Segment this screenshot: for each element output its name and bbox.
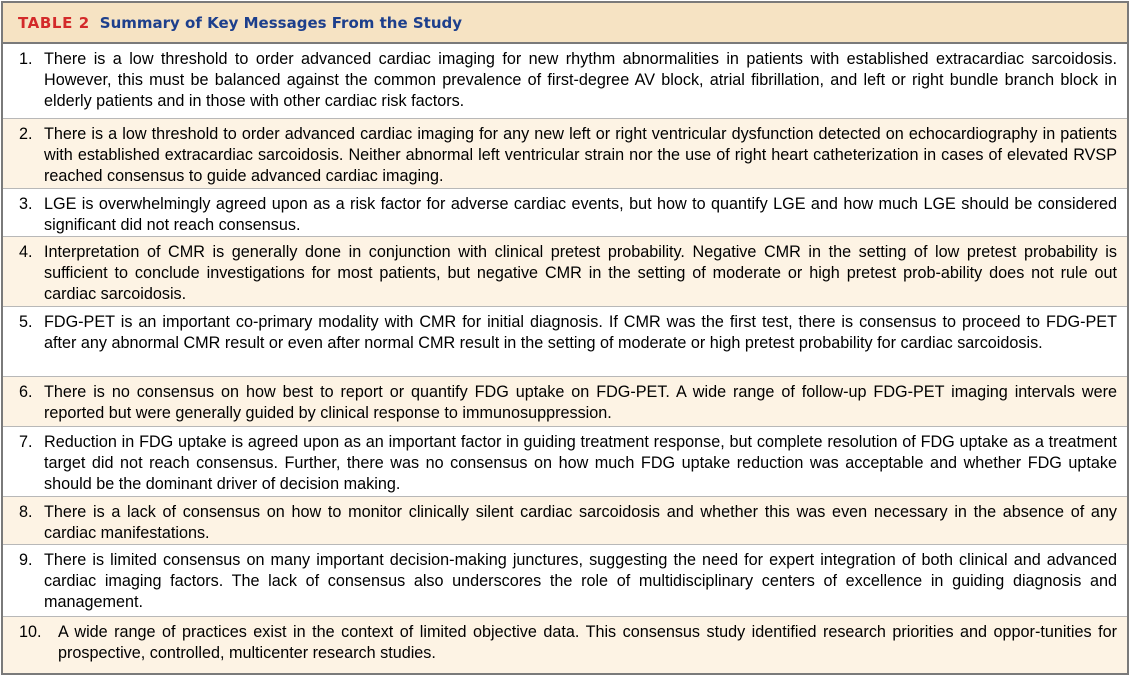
row-number: 4. bbox=[19, 243, 33, 261]
row-text: There is a low threshold to order advanced cardiac imaging for new rhythm abnormalities in patients with established extracardiac sarcoidosis. However, this must be balanced against the common prevalence of first-degree AV block, atrial fibrillation, and left or right bundle branch block in elderly patients and in those with other cardiac risk factors. bbox=[44, 50, 1117, 111]
key-messages-table bbox=[1, 1, 1129, 675]
row-text: There is a lack of consensus on how to monitor clinically silent cardiac sarcoidosis and whether this was even necessary in the absence of any cardiac manifestations. bbox=[44, 503, 1117, 543]
row-number: 2. bbox=[19, 125, 33, 143]
table-row bbox=[3, 427, 1127, 497]
row-text: FDG-PET is an important co-primary modality with CMR for initial diagnosis. If CMR was the first test, there is consensus to proceed to FDG-PET after any abnormal CMR result or even after normal CMR result in the setting of moderate or high pretest probability for cardiac sarcoidosis. bbox=[44, 313, 1117, 353]
row-text: Reduction in FDG uptake is agreed upon as an important factor in guiding treatment response, but complete resolution of FDG uptake as a treatment target did not reach consensus. Further, there was no consensus on how much FDG uptake reduction was acceptable and whether FDG uptake should be the dominant driver of decision making. bbox=[44, 433, 1117, 494]
table-label: TABLE 2 bbox=[18, 13, 90, 32]
table-row bbox=[3, 617, 1127, 673]
row-number: 3. bbox=[19, 195, 33, 213]
row-text: A wide range of practices exist in the context of limited objective data. This consensus study identified research priorities and oppor-tunities for prospective, controlled, multicenter research studies. bbox=[58, 623, 1117, 663]
row-number: 10. bbox=[19, 623, 42, 641]
row-number: 7. bbox=[19, 433, 33, 451]
table-row bbox=[3, 237, 1127, 307]
table-row bbox=[3, 189, 1127, 237]
table-row bbox=[3, 497, 1127, 545]
row-number: 5. bbox=[19, 313, 33, 331]
table-row bbox=[3, 44, 1127, 119]
table-row bbox=[3, 545, 1127, 617]
table-row bbox=[3, 119, 1127, 189]
message-list bbox=[3, 44, 1127, 673]
row-number: 1. bbox=[19, 50, 33, 68]
row-number: 8. bbox=[19, 503, 33, 521]
row-text: There is no consensus on how best to report or quantify FDG uptake on FDG-PET. A wide range of follow-up FDG-PET imaging intervals were reported but were generally guided by clinical response to immunosuppression. bbox=[44, 383, 1117, 423]
row-text: LGE is overwhelmingly agreed upon as a risk factor for adverse cardiac events, but how to quantify LGE and how much LGE should be considered significant did not reach consensus. bbox=[44, 195, 1117, 235]
table-title: Summary of Key Messages From the Study bbox=[99, 13, 463, 32]
row-number: 9. bbox=[19, 551, 33, 569]
table-row bbox=[3, 377, 1127, 427]
row-text: There is limited consensus on many important decision-making junctures, suggesting the need for expert integration of both clinical and advanced cardiac imaging factors. The lack of consensus also underscores the role of multidisciplinary centers of excellence in guiding diagnosis and management. bbox=[44, 551, 1117, 612]
row-number: 6. bbox=[19, 383, 33, 401]
table-row bbox=[3, 307, 1127, 377]
table-header bbox=[3, 3, 1127, 44]
row-text: Interpretation of CMR is generally done in conjunction with clinical pretest probability. Negative CMR in the setting of low pretest probability is sufficient to conclude investigations for most patients, but negative CMR in the setting of moderate or high pretest prob-ability does not rule out cardiac sarcoidosis. bbox=[44, 243, 1117, 304]
row-text: There is a low threshold to order advanced cardiac imaging for any new left or right ventricular dysfunction detected on echocardiography in patients with established extracardiac sarcoidosis. Neither abnormal left ventricular strain nor the use of right heart catheterization in cases of elevated RVSP reached consensus to guide advanced cardiac imaging. bbox=[44, 125, 1117, 186]
